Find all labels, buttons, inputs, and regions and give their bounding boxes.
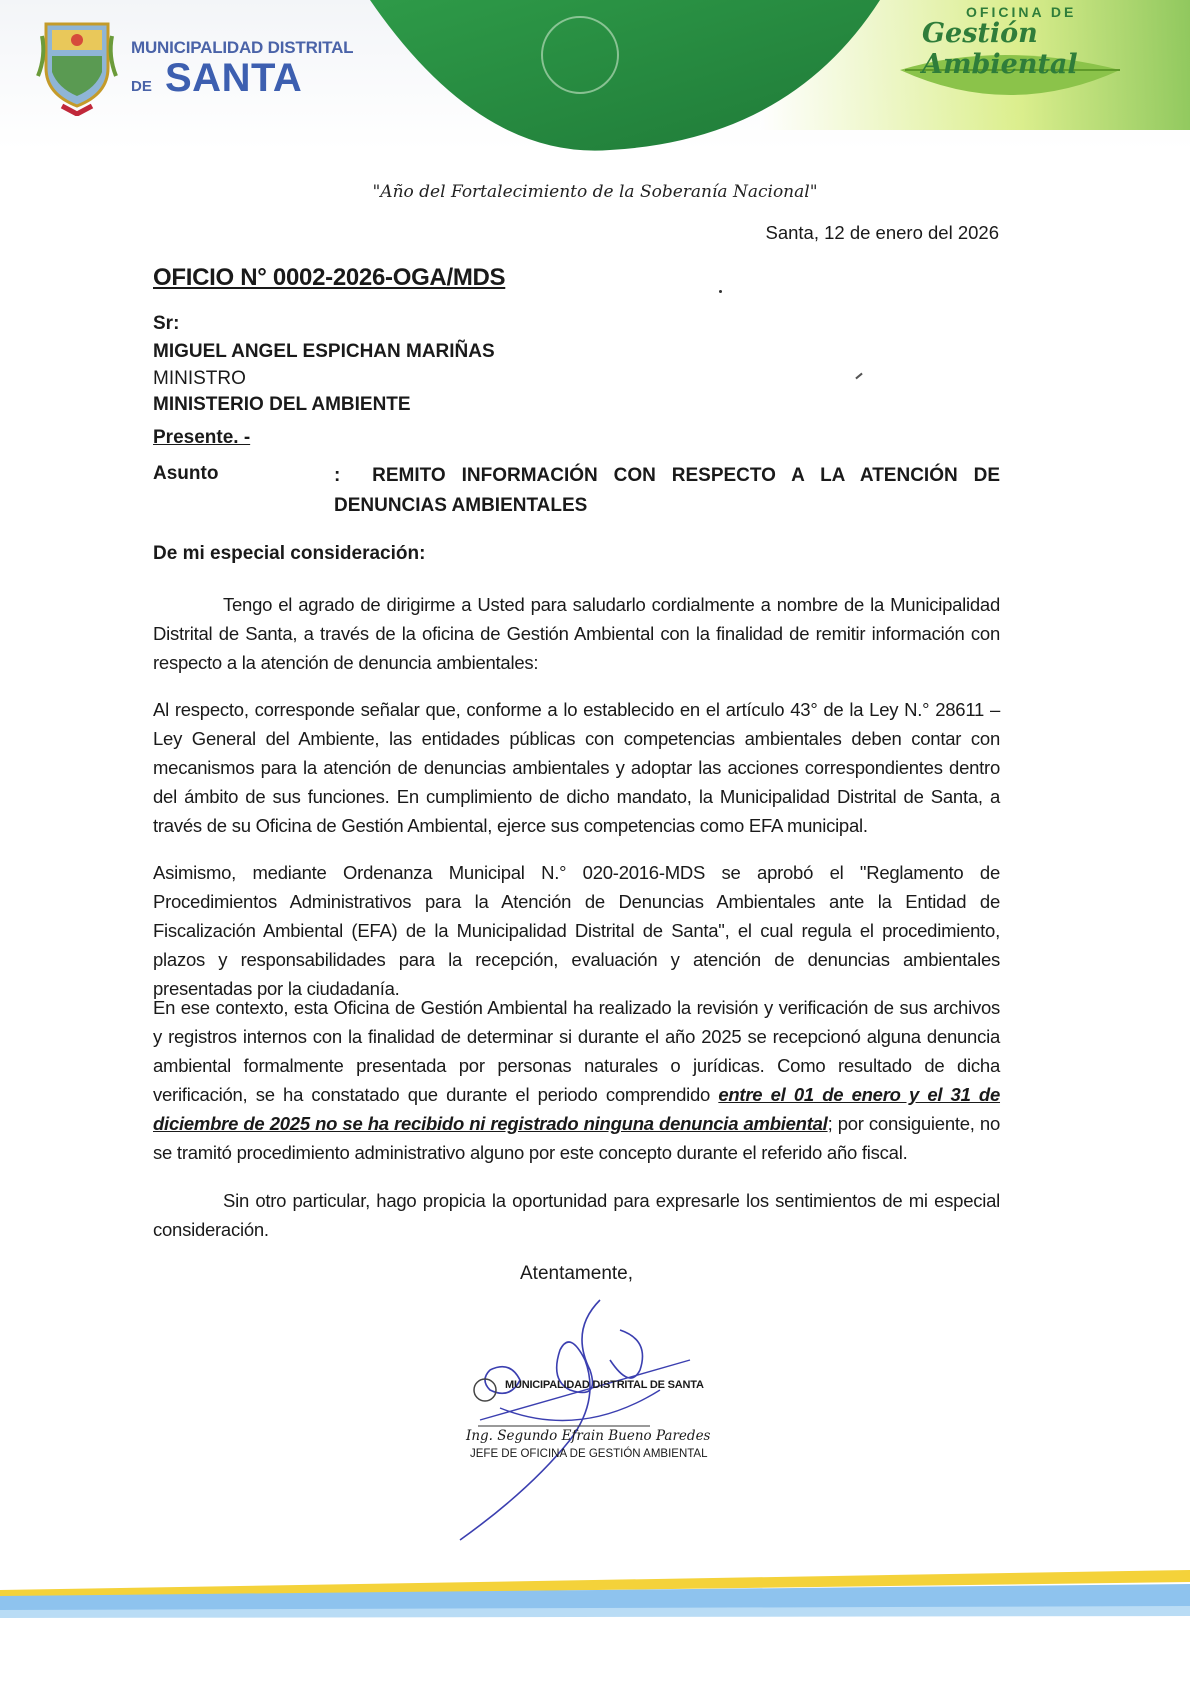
- office-label-top: OFICINA DE: [966, 4, 1077, 20]
- paragraph-3: [153, 858, 1000, 1003]
- presente-label: Presente. -: [153, 427, 251, 448]
- recipient-institution: MINISTERIO DEL AMBIENTE: [153, 394, 411, 415]
- signer-name: Ing. Segundo Efrain Bueno Paredes: [466, 1428, 711, 1444]
- handwritten-signature-icon: [450, 1290, 710, 1550]
- signer-role: JEFE DE OFICINA DE GESTIÓN AMBIENTAL: [470, 1448, 708, 1460]
- paragraph-2-text: Al respecto, corresponde señalar que, conforme a lo establecido en el artículo 43° de la Ley N.° 28611 – Ley General del Ambiente, las entidades públicas con competencias ambientales deben contar con mecanismos para la atención de denuncias ambientales y adoptar las acciones correspondientes dentro del ámbito de sus funciones. En cumplimiento de dicho mandato, la Municipalidad Distrital de Santa, a través de su Oficina de Gestión Ambiental, ejerce sus competencias como EFA municipal.: [153, 699, 1000, 836]
- paragraph-1-text: Tengo el agrado de dirigirme a Usted para saludarlo cordialmente a nombre de la Municipalidad Distrital de Santa, a través de la oficina de Gestión Ambiental con la finalidad de remitir información con respecto a la atención de denuncia ambientales:: [153, 594, 1000, 673]
- paragraph-5-text: Sin otro particular, hago propicia la oportunidad para expresarle los sentimientos de mi especial consideración.: [153, 1190, 1000, 1240]
- year-motto: "Año del Fortalecimiento de la Soberanía Nacional": [372, 182, 818, 202]
- subject-colon: :: [334, 465, 341, 486]
- signature-stamp-text: MUNICIPALIDAD DISTRITAL DE SANTA: [505, 1379, 704, 1391]
- document-date: Santa, 12 de enero del 2026: [765, 222, 999, 243]
- paragraph-3-text: Asimismo, mediante Ordenanza Municipal N.° 020-2016-MDS se aprobó el "Reglamento de Procedimientos Administrativos para la Atención de Denuncias Ambientales ante la Entidad de Fiscalización Ambiental (EFA) de la Municipalidad Distrital de Santa", el cual regula el procedimiento, plazos y responsabilidades para la recepción, evaluación y atención de denuncias ambientales presentadas por la ciudadanía.: [153, 862, 1000, 999]
- municipal-crest-icon: [36, 16, 118, 116]
- paragraph-5: [153, 1186, 1000, 1244]
- ink-tick: [855, 373, 862, 380]
- paragraph-2: [153, 695, 1000, 840]
- recipient-position: MINISTRO: [153, 368, 246, 389]
- paragraph-4-emphasis: entre el 01 de enero y el 31 de diciembre de 2025 no se ha recibido ni registrado ninguna denuncia ambiental: [153, 1084, 1001, 1134]
- paragraph-4: [153, 993, 1000, 1167]
- closing: Atentamente,: [520, 1263, 634, 1284]
- subject-body: REMITO INFORMACIÓN CON RESPECTO A LA ATENCIÓN DE DENUNCIAS AMBIENTALES: [334, 465, 1000, 516]
- greeting: De mi especial consideración:: [153, 543, 426, 564]
- office-name-logo: Gestión Ambiental: [922, 18, 1078, 80]
- municipality-santa: SANTA: [165, 56, 303, 100]
- subject-label: Asunto: [153, 463, 219, 484]
- paragraph-4-text-a: En ese contexto, esta Oficina de Gestión Ambiental ha realizado la revisión y verificación de sus archivos y registros internos con la finalidad de determinar si durante el año 2025 se recepcionó alguna denuncia ambiental formalmente presentada por personas naturales o jurídicas. Como resultado de dicha verificación, se ha constatado que durante el periodo comprendido: [153, 997, 1000, 1105]
- recipient-name: MIGUEL ANGEL ESPICHAN MARIÑAS: [153, 341, 495, 362]
- paragraph-1: [153, 590, 1000, 677]
- ink-dot: [719, 290, 722, 293]
- subject-text: [334, 461, 1000, 521]
- municipality-name-line: MUNICIPALIDAD DISTRITAL: [131, 38, 354, 57]
- paragraph-4-text-b: ; por consiguiente, no se tramitó procedimiento administrativo alguno por este concepto durante el referido año fiscal.: [153, 1113, 1001, 1163]
- footer-color-band: [0, 1568, 1190, 1628]
- recipient-salutation: Sr:: [153, 313, 180, 334]
- municipality-de: DE: [131, 78, 152, 95]
- document-number: OFICIO N° 0002-2026-OGA/MDS: [153, 264, 506, 291]
